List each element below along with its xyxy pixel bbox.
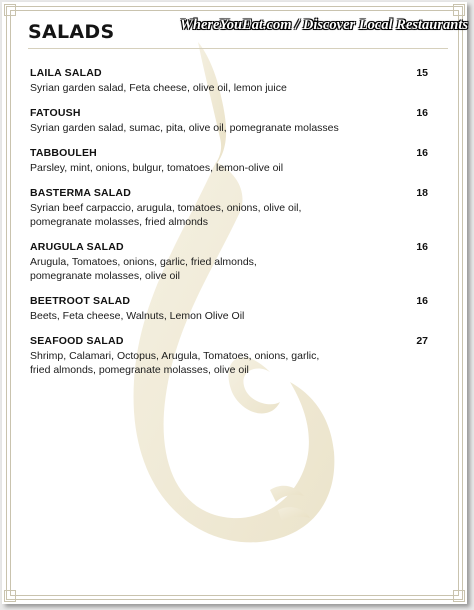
menu-item bbox=[30, 146, 428, 175]
menu-item bbox=[30, 334, 428, 377]
border-corner bbox=[4, 590, 16, 602]
title-divider bbox=[28, 48, 448, 49]
menu-item-description: Shrimp, Calamari, Octopus, Arugula, Tomatoes, onions, garlic, bbox=[30, 350, 320, 362]
menu-item-price: 16 bbox=[416, 147, 428, 159]
menu-page bbox=[2, 2, 467, 604]
menu-item-description: Syrian garden salad, Feta cheese, olive oil, lemon juice bbox=[30, 82, 287, 94]
menu-item-description: pomegranate molasses, olive oil bbox=[30, 270, 180, 282]
menu-item-description: pomegranate molasses, fried almonds bbox=[30, 216, 209, 228]
menu-item bbox=[30, 106, 428, 135]
menu-item-name: BEETROOT SALAD bbox=[30, 295, 131, 307]
menu-item-description: Syrian garden salad, sumac, pita, olive oil, pomegranate molasses bbox=[30, 122, 339, 134]
menu-item-description: Arugula, Tomatoes, onions, garlic, fried almonds, bbox=[30, 256, 257, 268]
menu-item-description: Syrian beef carpaccio, arugula, tomatoes, onions, olive oil, bbox=[30, 202, 302, 214]
menu-item-description: fried almonds, pomegranate molasses, olive oil bbox=[30, 364, 249, 376]
menu-item bbox=[30, 186, 428, 229]
menu-item-price: 18 bbox=[416, 187, 428, 199]
border-corner bbox=[4, 4, 16, 16]
menu-item-price: 16 bbox=[416, 295, 428, 307]
menu-items-list bbox=[30, 66, 428, 377]
site-watermark-banner: WhereYouEat.com / Discover Local Restaurants bbox=[180, 17, 468, 33]
menu-item bbox=[30, 294, 428, 323]
menu-item-description: Beets, Feta cheese, Walnuts, Lemon Olive Oil bbox=[30, 310, 245, 322]
menu-item-name: SEAFOOD SALAD bbox=[30, 335, 124, 347]
border-corner bbox=[453, 4, 465, 16]
menu-item-price: 16 bbox=[416, 241, 428, 253]
menu-item-name: FATOUSH bbox=[30, 107, 81, 119]
menu-item-name: ARUGULA SALAD bbox=[30, 241, 124, 253]
menu-item-price: 27 bbox=[416, 335, 428, 347]
menu-item-price: 15 bbox=[416, 67, 428, 79]
menu-item bbox=[30, 66, 428, 95]
section-title: SALADS bbox=[28, 21, 115, 43]
menu-item-price: 16 bbox=[416, 107, 428, 119]
menu-item bbox=[30, 240, 428, 283]
border-corner bbox=[453, 590, 465, 602]
menu-item-name: BASTERMA SALAD bbox=[30, 187, 131, 199]
menu-item-name: LAILA SALAD bbox=[30, 67, 102, 79]
menu-item-name: TABBOULEH bbox=[30, 147, 97, 159]
menu-item-description: Parsley, mint, onions, bulgur, tomatoes, lemon-olive oil bbox=[30, 162, 284, 174]
